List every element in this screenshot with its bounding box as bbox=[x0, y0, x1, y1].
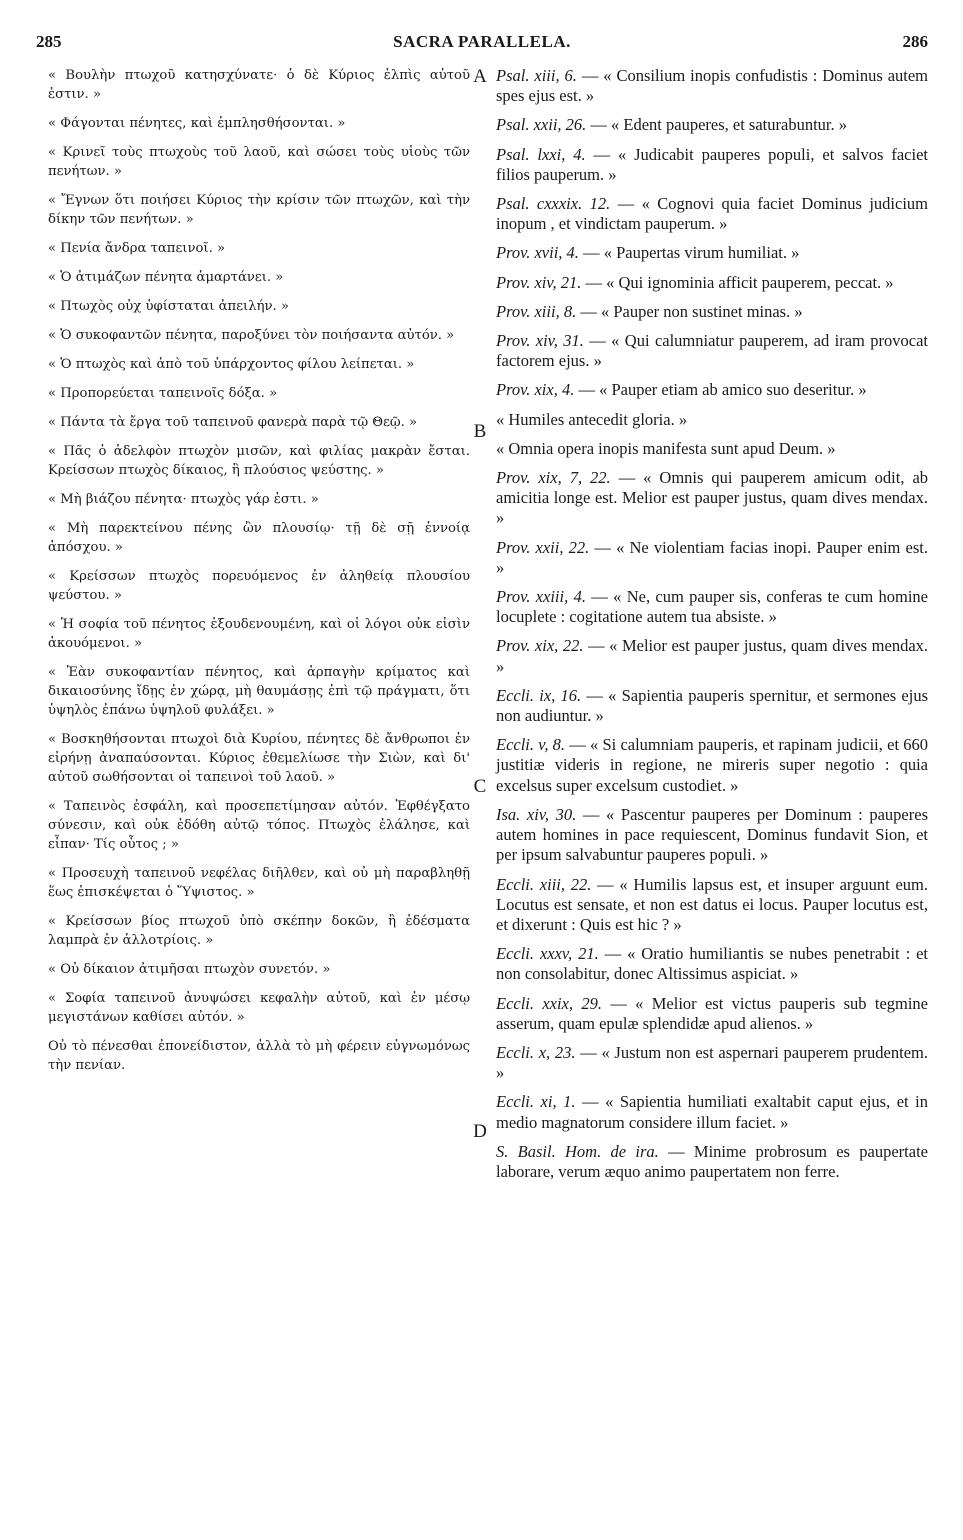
scripture-reference: Eccli. xi, 1. bbox=[496, 1092, 576, 1112]
greek-entry: « Βοσκηθήσονται πτωχοὶ διὰ Κυρίου, πένητες δὲ ἄνθρωποι ἐν εἰρήνῃ ἀναπαύσονται. Κύριος ἐθεμελίωσε τὴν Σιὼν, καὶ δι' αὐτοῦ σωθήσονται οἱ ταπεινοὶ τοῦ λαοῦ. » bbox=[48, 732, 470, 785]
latin-column bbox=[496, 66, 928, 1516]
latin-entry bbox=[496, 145, 928, 185]
scripture-reference: S. Basil. Hom. de ira. bbox=[496, 1141, 659, 1161]
scripture-reference: Prov. xix, 7, 22. bbox=[496, 468, 611, 488]
scripture-reference: Prov. xix, 4. bbox=[496, 380, 575, 400]
section-marker-c: C bbox=[473, 776, 487, 797]
latin-text: — « Sapientia pauperis spernitur, et sermones ejus non audiuntur. » bbox=[496, 685, 928, 726]
greek-entry: « Προσευχὴ ταπεινοῦ νεφέλας διῆλθεν, καὶ οὐ μὴ παραβληθῇ ἕως ἐπισκέψεται ὁ Ὕψιστος. » bbox=[48, 866, 470, 900]
latin-text: — « Humilis lapsus est, et insuper arguunt eum. Locutus est sensate, et non est datus ei locus. Pauper locutus est, et dixerunt : Quis est hic ? » bbox=[496, 874, 928, 934]
greek-column bbox=[48, 66, 470, 1516]
latin-entry bbox=[496, 805, 928, 866]
greek-entry: « Βουλὴν πτωχοῦ κατησχύνατε· ὁ δὲ Κύριος ἐλπὶς αὐτοῦ ἐστιν. » bbox=[48, 68, 470, 102]
latin-text: — « Consilium inopis confudistis : Dominus autem spes ejus est. » bbox=[496, 66, 929, 106]
greek-entry: « Κρινεῖ τοὺς πτωχοὺς τοῦ λαοῦ, καὶ σώσει τοὺς υἱοὺς τῶν πενήτων. » bbox=[48, 145, 470, 179]
greek-entry: « Ἡ σοφία τοῦ πένητος ἐξουδενουμένη, καὶ οἱ λόγοι οὐκ εἰσὶν ἀκουόμενοι. » bbox=[48, 617, 470, 651]
latin-entry bbox=[496, 735, 928, 796]
greek-entry: « Κρείσσων πτωχὸς πορευόμενος ἐν ἀληθείᾳ πλουσίου ψεύστου. » bbox=[48, 569, 470, 603]
latin-text: — « Pascentur pauperes per Dominum : pauperes autem homines in pace requiescent, Dominus fundavit Sion, et per ipsum salvabuntur pauperes populi. » bbox=[496, 804, 928, 865]
latin-text: — « Justum non est aspernari pauperem prudentem. » bbox=[496, 1042, 928, 1083]
scripture-reference: Eccli. xxix, 29. bbox=[496, 993, 602, 1013]
scripture-reference: Psal. xiii, 6. bbox=[496, 66, 577, 85]
scripture-reference: Prov. xxiii, 4. bbox=[496, 587, 586, 607]
greek-entry: « Ὁ συκοφαντῶν πένητα, παροξύνει τὸν ποιήσαντα αὐτόν. » bbox=[48, 328, 455, 343]
greek-entry: Οὐ τὸ πένεσθαι ἐπονείδιστον, ἀλλὰ τὸ μὴ φέρειν εὐγνωμόνως τὴν πενίαν. bbox=[48, 1039, 470, 1073]
scripture-reference: Eccli. v, 8. bbox=[496, 735, 566, 755]
latin-text: — « Pauper non sustinet minas. » bbox=[580, 301, 803, 321]
latin-entry bbox=[496, 587, 928, 627]
greek-entry: « Πτωχὸς οὐχ ὑφίσταται ἀπειλήν. » bbox=[48, 299, 289, 314]
latin-entry bbox=[496, 194, 928, 234]
running-title: SACRA PARALLELA. bbox=[393, 32, 571, 51]
latin-text: — « Melior est pauper justus, quam dives mendax. » bbox=[496, 636, 929, 676]
latin-entry bbox=[496, 380, 928, 400]
scripture-reference: Prov. xvii, 4. bbox=[496, 243, 579, 263]
scripture-reference: Psal. xxii, 26. bbox=[496, 115, 587, 135]
scripture-reference: Psal. lxxi, 4. bbox=[496, 144, 586, 164]
section-marker-a: A bbox=[473, 66, 487, 87]
section-markers bbox=[468, 66, 492, 1516]
latin-text: — « Pauper etiam ab amico suo deseritur. » bbox=[578, 380, 867, 400]
greek-entry: « Ταπεινὸς ἐσφάλη, καὶ προσεπετίμησαν αὐτόν. Ἐφθέγξατο σύνεσιν, καὶ οὐκ ἐδόθη αὐτῷ τόπος. Πτωχὸς ἐλάλησε, καὶ εἶπαν· Τίς οὗτος ; » bbox=[48, 799, 470, 852]
latin-text: — « Melior est victus pauperis sub tegmine asserum, quam epulæ splendidæ apud alienos. » bbox=[496, 993, 929, 1033]
scripture-reference: Prov. xix, 22. bbox=[496, 636, 584, 656]
scripture-reference: Prov. xiv, 31. bbox=[496, 331, 584, 351]
greek-entry: « Πενία ἄνδρα ταπεινοῖ. » bbox=[48, 241, 226, 256]
scripture-reference: Isa. xiv, 30. bbox=[496, 804, 577, 824]
latin-entry bbox=[496, 468, 928, 529]
latin-entry bbox=[496, 538, 928, 578]
latin-text: — « Sapientia humiliati exaltabit caput ejus, et in medio magnatorum considere illum faciet. » bbox=[496, 1092, 928, 1132]
latin-text: — « Ne violentiam facias inopi. Pauper enim est. » bbox=[496, 537, 928, 577]
latin-entry bbox=[496, 636, 928, 676]
greek-entry: « Ἐὰν συκοφαντίαν πένητος, καὶ ἁρπαγὴν κρίματος καὶ δικαιοσύνης ἴδῃς ἐν χώρᾳ, μὴ θαυμάσῃς ἐπὶ τῷ πράγματι, ὅτι ὑψηλὸς ἐπάνω ὑψηλοῦ φυλάξει. » bbox=[48, 665, 470, 718]
greek-entry: « Προπορεύεται ταπεινοῖς δόξα. » bbox=[48, 386, 278, 401]
scripture-reference: Prov. xiv, 21. bbox=[496, 272, 582, 292]
latin-text: — « Ne, cum pauper sis, conferas te cum homine locuplete : cogitatione autem tua absiste. » bbox=[496, 587, 929, 627]
latin-entry bbox=[496, 686, 928, 726]
latin-entry bbox=[496, 331, 928, 371]
running-header bbox=[36, 32, 928, 56]
greek-entry: « Φάγονται πένητες, καὶ ἐμπλησθήσονται. » bbox=[48, 116, 346, 131]
latin-text: — « Qui calumniatur pauperem, ad iram provocat factorem ejus. » bbox=[496, 331, 928, 371]
latin-text: — « Edent pauperes, et saturabuntur. » bbox=[590, 115, 848, 135]
latin-entry bbox=[496, 66, 928, 106]
latin-entry bbox=[496, 243, 928, 263]
greek-entry: « Ὁ πτωχὸς καὶ ἀπὸ τοῦ ὑπάρχοντος φίλου λείπεται. » bbox=[48, 357, 415, 372]
latin-entry bbox=[496, 115, 928, 135]
scripture-reference: Eccli. ix, 16. bbox=[496, 685, 582, 705]
latin-text: « Humiles antecedit gloria. » bbox=[496, 409, 688, 429]
latin-entry bbox=[496, 994, 928, 1034]
scripture-reference: Eccli. xiii, 22. bbox=[496, 874, 592, 894]
scripture-reference: Eccli. x, 23. bbox=[496, 1042, 576, 1062]
latin-entry bbox=[496, 410, 928, 430]
scripture-reference: Eccli. xxxv, 21. bbox=[496, 944, 599, 964]
latin-entry bbox=[496, 302, 928, 322]
latin-text: — « Qui ignominia afficit pauperem, peccat. » bbox=[585, 272, 894, 292]
greek-entry: « Πᾶς ὁ ἀδελφὸν πτωχὸν μισῶν, καὶ φιλίας μακρὰν ἔσται. Κρείσσων πτωχὸς δίκαιος, ἢ πλούσιος ψεύστης. » bbox=[48, 444, 470, 478]
greek-entry: « Σοφία ταπεινοῦ ἀνυψώσει κεφαλὴν αὐτοῦ, καὶ ἐν μέσῳ μεγιστάνων καθίσει αὐτόν. » bbox=[48, 991, 470, 1025]
scripture-reference: Prov. xxii, 22. bbox=[496, 537, 590, 557]
greek-entry: « Μὴ βιάζου πένητα· πτωχὸς γάρ ἐστι. » bbox=[48, 492, 319, 507]
latin-text: — « Judicabit pauperes populi, et salvos faciet filios pauperum. » bbox=[496, 144, 928, 184]
section-marker-b: B bbox=[473, 421, 487, 442]
latin-entry bbox=[496, 1142, 928, 1182]
page-number-left: 285 bbox=[36, 32, 62, 51]
latin-entry bbox=[496, 1092, 928, 1132]
latin-text: — « Oratio humiliantis se nubes penetrabit : et non consolabitur, donec Altissimus aspiciat. » bbox=[496, 944, 928, 984]
latin-text: — Minime probrosum es paupertate laborare, verum æquo animo paupertatem non ferre. bbox=[496, 1141, 928, 1181]
latin-entry bbox=[496, 944, 928, 984]
latin-entry bbox=[496, 1043, 928, 1083]
greek-entry: « Μὴ παρεκτείνου πένης ὢν πλουσίῳ· τῇ δὲ σῇ ἐννοίᾳ ἀπόσχου. » bbox=[48, 521, 470, 555]
latin-entry bbox=[496, 875, 928, 936]
latin-text: — « Omnis qui pauperem amicum odit, ab amicitia longe est. Melior est pauper justus, quam dives mendax. » bbox=[496, 468, 929, 528]
greek-entry: « Κρείσσων βίος πτωχοῦ ὑπὸ σκέπην δοκῶν, ἢ ἐδέσματα λαμπρὰ ἐν ἀλλοτρίοις. » bbox=[48, 914, 470, 948]
latin-entry bbox=[496, 273, 928, 293]
greek-entry: « Οὐ δίκαιον ἀτιμῆσαι πτωχὸν συνετόν. » bbox=[48, 962, 331, 977]
latin-text: « Omnia opera inopis manifesta sunt apud Deum. » bbox=[496, 438, 836, 458]
section-marker-d: D bbox=[473, 1121, 487, 1142]
latin-text: — « Si calumniam pauperis, et rapinam judicii, et 660 justitiæ videris in regione, ne mireris super negotio : quia excelsus super excelsum custodiet. » bbox=[496, 735, 928, 795]
latin-text: — « Cognovi quia faciet Dominus judicium inopum , et vindictam pauperum. » bbox=[496, 194, 929, 234]
scripture-reference: Prov. xiii, 8. bbox=[496, 301, 577, 321]
latin-text: — « Paupertas virum humiliat. » bbox=[583, 243, 800, 263]
scripture-reference: Psal. cxxxix. 12. bbox=[496, 194, 611, 214]
greek-entry: « Ὁ ἀτιμάζων πένητα ἁμαρτάνει. » bbox=[48, 270, 284, 285]
greek-entry: « Πάντα τὰ ἔργα τοῦ ταπεινοῦ φανερὰ παρὰ τῷ Θεῷ. » bbox=[48, 415, 418, 430]
latin-entry bbox=[496, 439, 928, 459]
greek-entry: « Ἔγνων ὅτι ποιήσει Κύριος τὴν κρίσιν τῶν πτωχῶν, καὶ τὴν δίκην τῶν πενήτων. » bbox=[48, 193, 470, 227]
page-number-right: 286 bbox=[902, 32, 928, 51]
